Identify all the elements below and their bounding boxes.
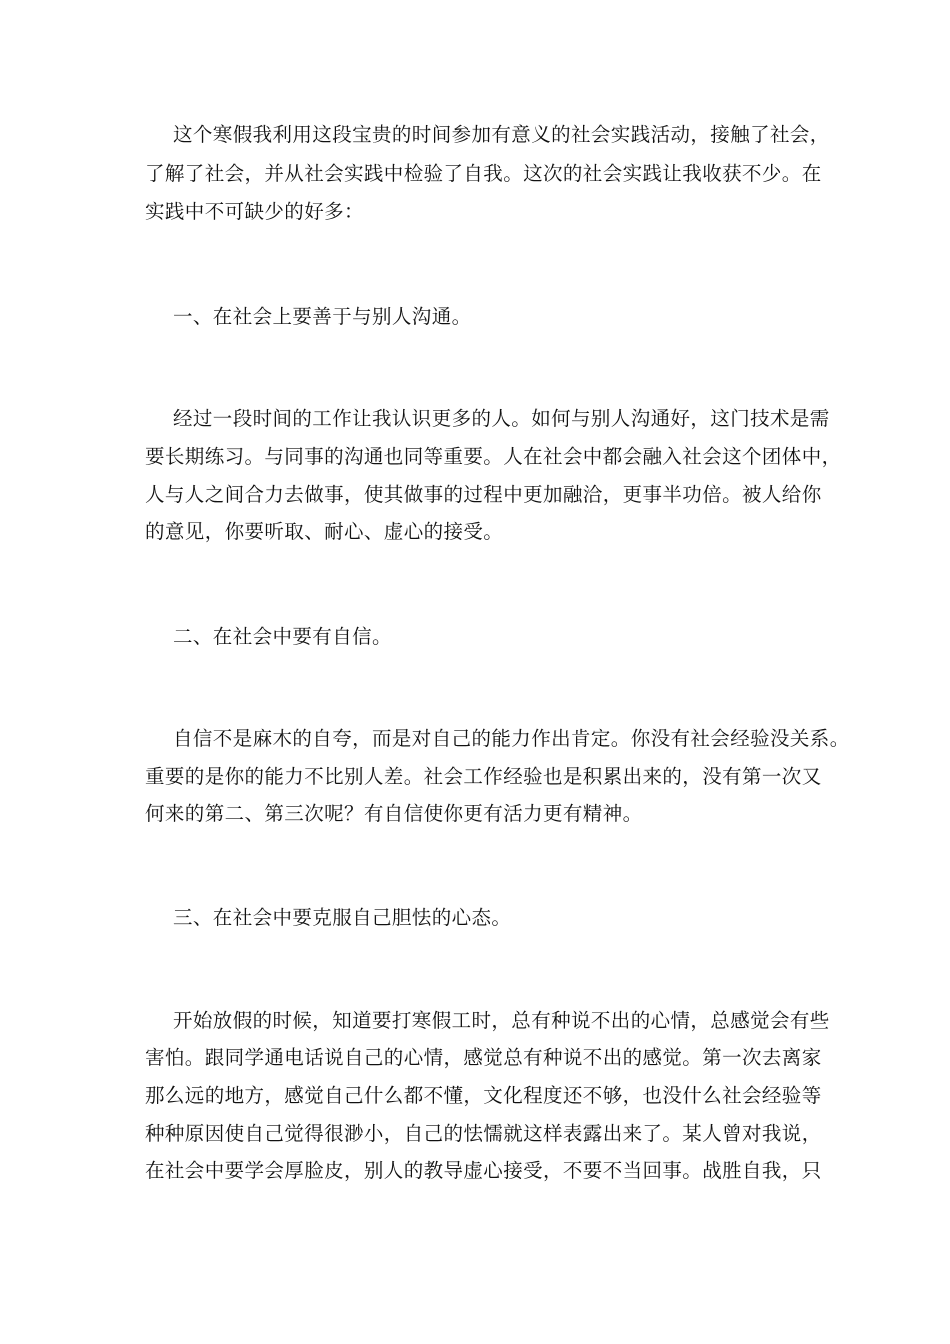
para1-line-1: 经过一段时间的工作让我认识更多的人。如何与别人沟通好，这门技术是需 [173,407,830,430]
para3-line-3: 那么远的地方，感觉自己什么都不懂，文化程度还不够，也没什么社会经验等 [145,1084,822,1107]
para1-line-3: 人与人之间合力去做事，使其做事的过程中更加融洽，更事半功倍。被人给你 [145,483,822,506]
para3-line-2: 害怕。跟同学通电话说自己的心情，感觉总有种说不出的感觉。第一次去离家 [145,1046,822,1069]
para3-line-5: 在社会中要学会厚脸皮，别人的教导虚心接受，不要不当回事。战胜自我，只 [145,1159,822,1182]
intro-line-1: 这个寒假我利用这段宝贵的时间参加有意义的社会实践活动，接触了社会， [173,123,830,146]
para3-line-1: 开始放假的时候，知道要打寒假工时，总有种说不出的心情，总感觉会有些 [173,1009,830,1032]
intro-line-3: 实践中不可缺少的好多： [145,200,364,223]
section-heading-2: 二、在社会中要有自信。 [173,625,392,648]
para3-line-4: 种种原因使自己觉得很渺小，自己的怯懦就这样表露出来了。某人曾对我说， [145,1122,822,1145]
para1-line-4: 的意见，你要听取、耐心、虚心的接受。 [145,520,504,543]
para2-line-3: 何来的第二、第三次呢？有自信使你更有活力更有精神。 [145,802,643,825]
intro-line-2: 了解了社会，并从社会实践中检验了自我。这次的社会实践让我收获不少。在 [145,162,822,185]
section-heading-3: 三、在社会中要克服自己胆怯的心态。 [173,906,512,929]
para1-line-2: 要长期练习。与同事的沟通也同等重要。人在社会中都会融入社会这个团体中， [145,445,842,468]
para2-line-2: 重要的是你的能力不比别人差。社会工作经验也是积累出来的，没有第一次又 [145,765,822,788]
para2-line-1: 自信不是麻木的自夸，而是对自己的能力作出肯定。你没有社会经验没关系。 [173,727,850,750]
section-heading-1: 一、在社会上要善于与别人沟通。 [173,305,472,328]
